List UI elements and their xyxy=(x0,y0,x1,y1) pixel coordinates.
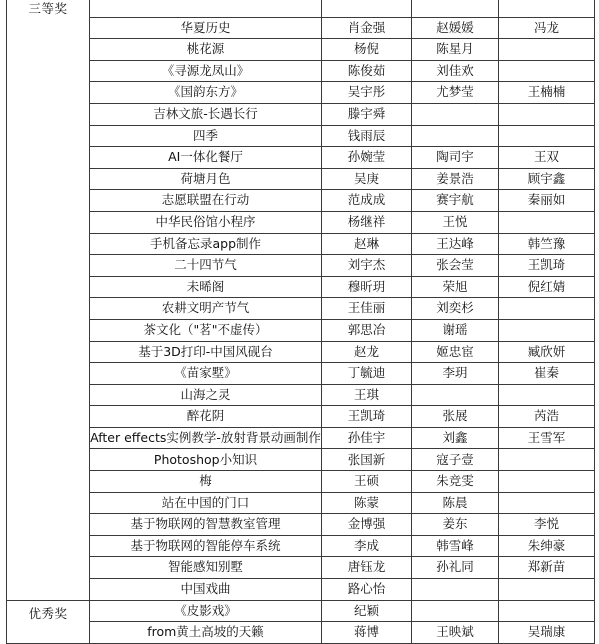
table-row xyxy=(7,384,595,406)
project-name-cell: 基于物联网的智能停车系统 xyxy=(90,535,322,557)
member-cell: 王佳丽 xyxy=(322,298,412,320)
member-cell: 姜景浩 xyxy=(412,168,499,190)
project-name-cell: 中国戏曲 xyxy=(90,579,322,601)
member-cell xyxy=(412,384,499,406)
project-name-cell: 手机备忘录app制作 xyxy=(90,233,322,255)
member-cell xyxy=(412,579,499,601)
member-cell: 陶司宇 xyxy=(412,147,499,169)
member-cell: 滕宇舜 xyxy=(322,103,412,125)
member-cell: 蒋博 xyxy=(322,622,412,644)
member-cell xyxy=(499,60,595,82)
project-name-cell: 基于3D打印-中国风砚台 xyxy=(90,341,322,363)
member-cell: 王楠楠 xyxy=(499,82,595,104)
project-name-cell: 《苗家墅》 xyxy=(90,363,322,385)
table-row xyxy=(7,471,595,493)
project-name-cell: 荷塘月色 xyxy=(90,168,322,190)
member-cell: 赛宇航 xyxy=(412,190,499,212)
member-cell xyxy=(499,39,595,61)
table-row xyxy=(7,341,595,363)
member-cell: 姬忠宦 xyxy=(412,341,499,363)
project-name-cell: 二十四节气 xyxy=(90,255,322,277)
member-cell: 顾宇鑫 xyxy=(499,168,595,190)
table-row xyxy=(7,60,595,82)
table-row xyxy=(7,39,595,61)
member-cell: 韩竺豫 xyxy=(499,233,595,255)
member-cell: 尤梦莹 xyxy=(412,82,499,104)
member-cell xyxy=(499,298,595,320)
project-name-cell: AI一体化餐厅 xyxy=(90,147,322,169)
table-row xyxy=(7,233,595,255)
award-table xyxy=(6,0,595,644)
member-cell: 寇子壹 xyxy=(412,449,499,471)
table-row xyxy=(7,0,595,17)
member-cell: 刘佳欢 xyxy=(412,60,499,82)
member-cell xyxy=(412,0,499,17)
member-cell xyxy=(412,125,499,147)
member-cell xyxy=(499,211,595,233)
member-cell: 陈晨 xyxy=(412,492,499,514)
member-cell: 王达峰 xyxy=(412,233,499,255)
member-cell: 赵媛媛 xyxy=(412,17,499,39)
table-row xyxy=(7,190,595,212)
member-cell xyxy=(499,319,595,341)
project-name-cell: 桃花源 xyxy=(90,39,322,61)
member-cell: 唐钰龙 xyxy=(322,557,412,579)
member-cell: 吴宇彤 xyxy=(322,82,412,104)
member-cell: 冯龙 xyxy=(499,17,595,39)
member-cell xyxy=(499,471,595,493)
project-name-cell: 醉花阴 xyxy=(90,406,322,428)
member-cell xyxy=(412,600,499,622)
member-cell: 李悦 xyxy=(499,514,595,536)
table-row xyxy=(7,622,595,644)
member-cell: 吴瑞康 xyxy=(499,622,595,644)
member-cell: 荣旭 xyxy=(412,276,499,298)
member-cell xyxy=(499,600,595,622)
project-name-cell: 《皮影戏》 xyxy=(90,600,322,622)
project-name-cell: 中华民俗馆小程序 xyxy=(90,211,322,233)
member-cell: 穆昕玥 xyxy=(322,276,412,298)
table-row xyxy=(7,427,595,449)
table-row xyxy=(7,255,595,277)
member-cell: 王映斌 xyxy=(412,622,499,644)
member-cell xyxy=(412,103,499,125)
project-name-cell: from黄土高坡的天籁 xyxy=(90,622,322,644)
member-cell: 王琪 xyxy=(322,384,412,406)
table-row xyxy=(7,535,595,557)
table-row xyxy=(7,363,595,385)
member-cell: 谢瑶 xyxy=(412,319,499,341)
project-name-cell: 华夏历史 xyxy=(90,17,322,39)
table-row xyxy=(7,319,595,341)
member-cell xyxy=(322,0,412,17)
table-row xyxy=(7,211,595,233)
member-cell: 吴庚 xyxy=(322,168,412,190)
member-cell: 金博强 xyxy=(322,514,412,536)
member-cell: 郑新苗 xyxy=(499,557,595,579)
project-name-cell xyxy=(90,0,322,17)
member-cell: 陈星月 xyxy=(412,39,499,61)
member-cell xyxy=(499,125,595,147)
table-row xyxy=(7,82,595,104)
table-row xyxy=(7,298,595,320)
award-level-cell: 优秀奖 xyxy=(7,600,90,643)
table-row xyxy=(7,557,595,579)
member-cell: 王凯琦 xyxy=(499,255,595,277)
member-cell xyxy=(499,492,595,514)
member-cell: 张展 xyxy=(412,406,499,428)
member-cell: 郭思冶 xyxy=(322,319,412,341)
table-row xyxy=(7,579,595,601)
member-cell: 张会莹 xyxy=(412,255,499,277)
member-cell: 路心怡 xyxy=(322,579,412,601)
project-name-cell: 农耕文明产节气 xyxy=(90,298,322,320)
member-cell: 李玥 xyxy=(412,363,499,385)
member-cell: 孙婉莹 xyxy=(322,147,412,169)
project-name-cell: 四季 xyxy=(90,125,322,147)
member-cell: 肖金强 xyxy=(322,17,412,39)
member-cell: 朱竞雯 xyxy=(412,471,499,493)
member-cell: 朱绅豪 xyxy=(499,535,595,557)
member-cell: 孙佳宇 xyxy=(322,427,412,449)
member-cell: 王双 xyxy=(499,147,595,169)
member-cell: 李成 xyxy=(322,535,412,557)
project-name-cell: 《寻源龙凤山》 xyxy=(90,60,322,82)
project-name-cell: 《国韵东方》 xyxy=(90,82,322,104)
table-row xyxy=(7,449,595,471)
member-cell: 王凯琦 xyxy=(322,406,412,428)
member-cell: 赵琳 xyxy=(322,233,412,255)
table-row xyxy=(7,17,595,39)
member-cell: 韩雪峰 xyxy=(412,535,499,557)
member-cell: 赵龙 xyxy=(322,341,412,363)
project-name-cell: 智能感知别墅 xyxy=(90,557,322,579)
project-name-cell: 基于物联网的智慧教室管理 xyxy=(90,514,322,536)
member-cell xyxy=(499,103,595,125)
project-name-cell: 茶文化（"茗"不虚传） xyxy=(90,319,322,341)
project-name-cell: 梅 xyxy=(90,471,322,493)
project-name-cell: 山海之灵 xyxy=(90,384,322,406)
table-row xyxy=(7,492,595,514)
member-cell: 刘宇杰 xyxy=(322,255,412,277)
member-cell: 王悦 xyxy=(412,211,499,233)
table-row xyxy=(7,103,595,125)
table-row xyxy=(7,276,595,298)
project-name-cell: 吉林文旅-长遇长行 xyxy=(90,103,322,125)
member-cell: 臧欣妍 xyxy=(499,341,595,363)
member-cell: 孙礼同 xyxy=(412,557,499,579)
member-cell: 杨倪 xyxy=(322,39,412,61)
table-row xyxy=(7,514,595,536)
member-cell: 范成成 xyxy=(322,190,412,212)
table-row xyxy=(7,168,595,190)
member-cell: 秦丽如 xyxy=(499,190,595,212)
project-name-cell: 站在中国的门口 xyxy=(90,492,322,514)
member-cell: 王硕 xyxy=(322,471,412,493)
member-cell: 王雪军 xyxy=(499,427,595,449)
member-cell: 张国新 xyxy=(322,449,412,471)
member-cell: 崔秦 xyxy=(499,363,595,385)
award-table-body xyxy=(7,0,595,643)
award-level-cell: 三等奖 xyxy=(7,0,90,600)
member-cell xyxy=(499,0,595,17)
member-cell: 姜东 xyxy=(412,514,499,536)
table-row xyxy=(7,406,595,428)
table-row xyxy=(7,125,595,147)
project-name-cell: Photoshop小知识 xyxy=(90,449,322,471)
member-cell: 杨继祥 xyxy=(322,211,412,233)
member-cell: 倪红婧 xyxy=(499,276,595,298)
member-cell: 陈俊茹 xyxy=(322,60,412,82)
table-row xyxy=(7,147,595,169)
member-cell: 钱雨辰 xyxy=(322,125,412,147)
member-cell: 刘奕杉 xyxy=(412,298,499,320)
project-name-cell: 未晞阁 xyxy=(90,276,322,298)
member-cell xyxy=(499,449,595,471)
member-cell: 陈蒙 xyxy=(322,492,412,514)
member-cell: 芮浩 xyxy=(499,406,595,428)
member-cell: 纪颖 xyxy=(322,600,412,622)
member-cell xyxy=(499,384,595,406)
project-name-cell: 志愿联盟在行动 xyxy=(90,190,322,212)
member-cell xyxy=(499,579,595,601)
member-cell: 丁毓迪 xyxy=(322,363,412,385)
project-name-cell: After effects实例教学-放射背景动画制作 xyxy=(90,427,322,449)
table-row xyxy=(7,600,595,622)
member-cell: 刘鑫 xyxy=(412,427,499,449)
